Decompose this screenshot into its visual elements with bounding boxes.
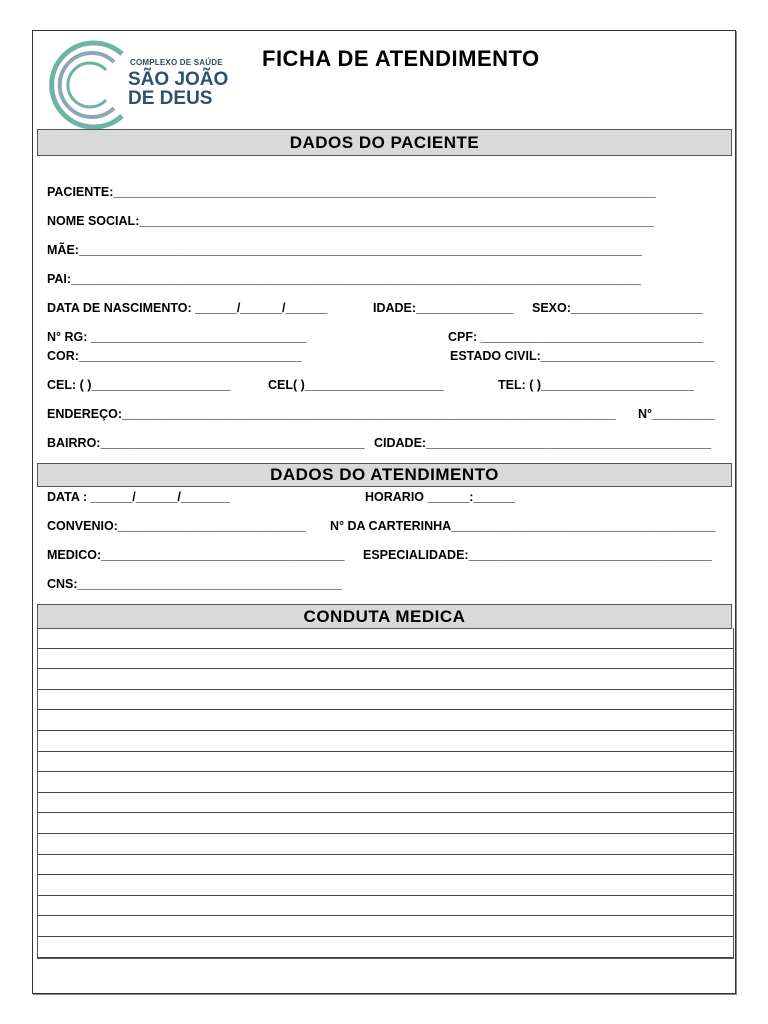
field-sexo[interactable]: SEXO:___________________ [532,301,703,315]
field-cor[interactable]: COR:________________________________ [47,349,302,363]
document-title: FICHA DE ATENDIMENTO [262,46,540,71]
field-mae[interactable]: MÃE:_________________________________________________________________________________ [47,243,643,257]
field-cns[interactable]: CNS:______________________________________ [47,577,342,591]
field-estado-civil[interactable]: ESTADO CIVIL:_________________________ [450,349,715,363]
conduct-line[interactable] [38,875,733,896]
conduct-line[interactable] [38,937,733,958]
field-bairro[interactable]: BAIRRO:______________________________________ [47,436,365,450]
conduct-line[interactable] [38,916,733,937]
field-cel-2[interactable]: CEL( )____________________ [268,378,444,392]
conduct-line[interactable] [38,896,733,917]
section-attendance-header: DADOS DO ATENDIMENTO [37,463,732,487]
field-tel[interactable]: TEL: ( )______________________ [498,378,694,392]
conduct-line[interactable] [38,710,733,731]
logo-ring-icon [42,40,128,130]
field-especialidade[interactable]: ESPECIALIDADE:___________________________________ [363,548,712,562]
conduct-line[interactable] [38,690,733,711]
conduct-line[interactable] [38,834,733,855]
field-pai[interactable]: PAI:__________________________________________________________________________________ [47,272,642,286]
conduct-line[interactable] [38,855,733,876]
conduct-line[interactable] [38,628,733,649]
conduct-lined-area[interactable] [37,628,734,959]
field-idade[interactable]: IDADE:______________ [373,301,514,315]
field-medico[interactable]: MEDICO:___________________________________ [47,548,345,562]
section-patient-header: DADOS DO PACIENTE [37,129,732,156]
field-cpf[interactable]: CPF: ________________________________ [448,330,704,344]
conduct-line[interactable] [38,813,733,834]
logo-subtitle: COMPLEXO DE SAÚDE [130,58,223,67]
field-data[interactable]: DATA : ______/______/_______ [47,490,230,504]
field-cidade[interactable]: CIDADE:_________________________________________ [374,436,712,450]
conduct-line[interactable] [38,649,733,670]
conduct-line[interactable] [38,772,733,793]
field-nome-social[interactable]: NOME SOCIAL:__________________________________________________________________________ [47,214,654,228]
field-data-nascimento[interactable]: DATA DE NASCIMENTO: ______/______/______ [47,301,328,315]
field-cel-1[interactable]: CEL: ( )____________________ [47,378,231,392]
field-rg[interactable]: N° RG: _______________________________ [47,330,307,344]
logo [42,40,232,130]
logo-line-1: SÃO JOÃO [128,69,229,90]
field-convenio[interactable]: CONVENIO:___________________________ [47,519,306,533]
conduct-line[interactable] [38,793,733,814]
field-horario[interactable]: HORARIO ______:______ [365,490,516,504]
conduct-line[interactable] [38,731,733,752]
section-conduct-header: CONDUTA MEDICA [37,604,732,629]
conduct-line[interactable] [38,752,733,773]
field-carterinha[interactable]: N° DA CARTERINHA______________________________________ [330,519,716,533]
logo-line-2: DE DEUS [128,88,213,109]
field-paciente[interactable]: PACIENTE:______________________________________________________________________________ [47,185,656,199]
conduct-line[interactable] [38,669,733,690]
field-numero[interactable]: N°_________ [638,407,715,421]
field-endereco[interactable]: ENDEREÇO:_______________________________________________________________________ [47,407,616,421]
